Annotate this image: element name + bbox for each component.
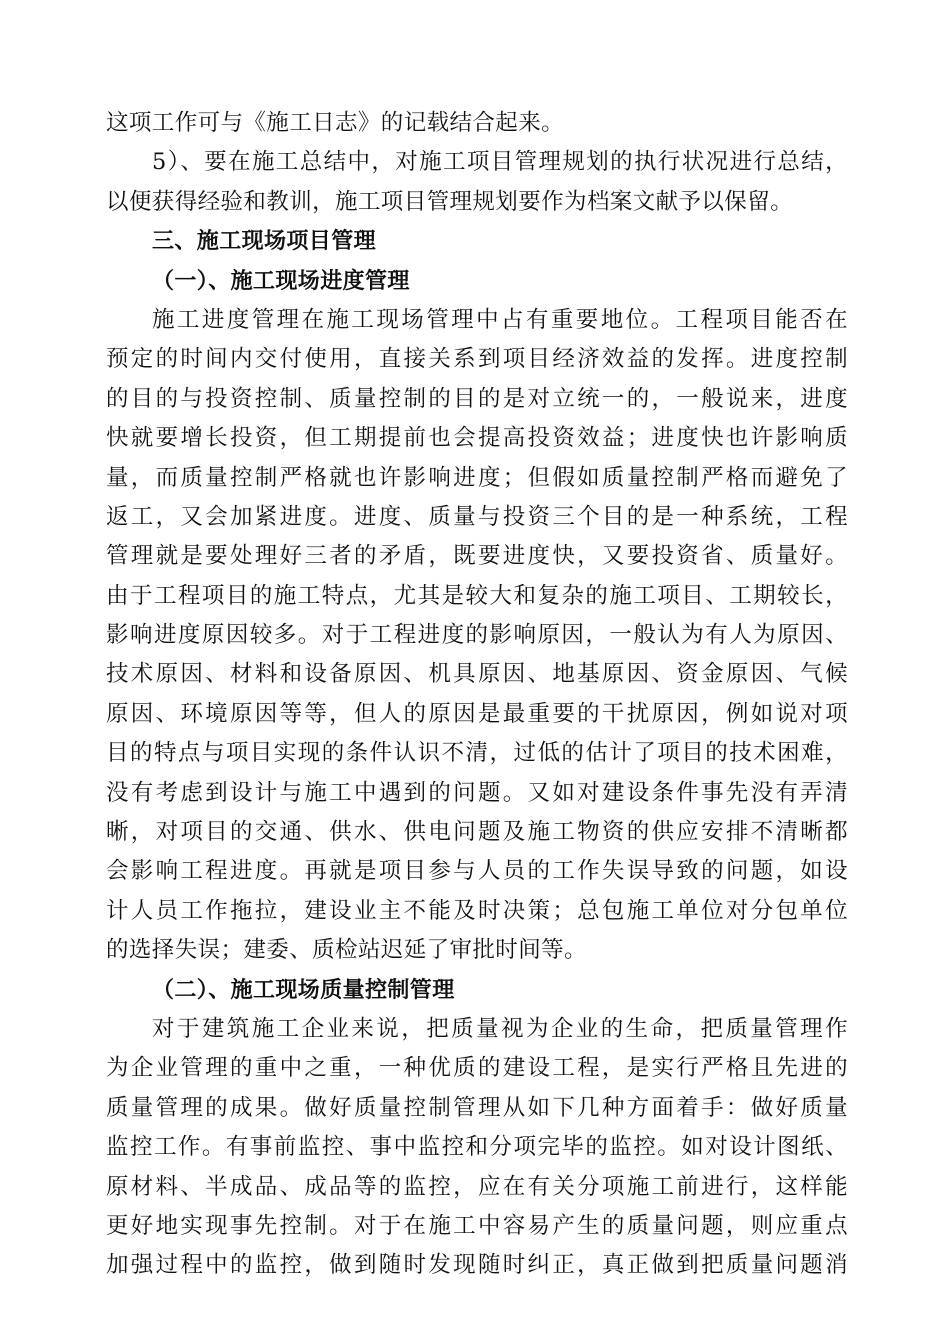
paragraph-line: 5）、要在施工总结中，对施工项目管理规划的执行状况进行总结， bbox=[152, 149, 848, 176]
subsection-heading: （二）、施工现场质量控制管理 bbox=[152, 977, 455, 1003]
paragraph-line: 质量管理的成果。做好质量控制管理从如下几种方面着手：做好质量 bbox=[106, 1094, 848, 1121]
paragraph-line: 返工，又会加紧进度。进度、质量与投资三个目的是一种系统，工程 bbox=[106, 503, 848, 530]
paragraph-line: 目的特点与项目实现的条件认识不清，过低的估计了项目的技术困难， bbox=[106, 740, 848, 767]
paragraph-line: 管理就是要处理好三者的矛盾，既要进度快，又要投资省、质量好。 bbox=[106, 543, 848, 570]
section-heading: 三、施工现场项目管理 bbox=[152, 229, 377, 255]
paragraph-line: 由于工程项目的施工特点，尤其是较大和复杂的施工项目、工期较长， bbox=[106, 582, 848, 609]
paragraph-line: 监控工作。有事前监控、事中监控和分项完毕的监控。如对设计图纸、 bbox=[106, 1134, 848, 1161]
paragraph-line: 更好地实现事先控制。对于在施工中容易产生的质量问题，则应重点 bbox=[106, 1212, 848, 1239]
paragraph-line: 的目的与投资控制、质量控制的目的是对立统一的，一般说来，进度 bbox=[106, 385, 848, 412]
paragraph-line: 技术原因、材料和设备原因、机具原因、地基原因、资金原因、气候 bbox=[106, 661, 848, 688]
subsection-heading: （一）、施工现场进度管理 bbox=[152, 268, 410, 294]
paragraph-line: 原材料、半成品、成品等的监控，应在有关分项施工前进行，这样能 bbox=[106, 1173, 848, 1200]
paragraph-line: 预定的时间内交付使用，直接关系到项目经济效益的发挥。进度控制 bbox=[106, 346, 848, 373]
paragraph-line: 为企业管理的重中之重，一种优质的建设工程，是实行严格且先进的 bbox=[106, 1055, 848, 1082]
paragraph-line: 计人员工作拖拉，建设业主不能及时决策；总包施工单位对分包单位 bbox=[106, 897, 848, 924]
paragraph-line: 对于建筑施工企业来说，把质量视为企业的生命，把质量管理作 bbox=[152, 1015, 848, 1042]
paragraph-line: 量，而质量控制严格就也许影响进度；但假如质量控制严格而避免了 bbox=[106, 464, 848, 491]
paragraph-line: 影响进度原因较多。对于工程进度的影响原因，一般认为有人为原因、 bbox=[106, 622, 848, 649]
paragraph-line: 加强过程中的监控，做到随时发现随时纠正，真正做到把质量问题消 bbox=[106, 1252, 848, 1279]
paragraph-line: 的选择失误；建委、质检站迟延了审批时间等。 bbox=[106, 937, 587, 964]
paragraph-line: 快就要增长投资，但工期提前也会提高投资效益；进度快也许影响质 bbox=[106, 425, 848, 452]
paragraph-line: 以便获得经验和教训，施工项目管理规划要作为档案文献予以保留。 bbox=[106, 188, 794, 215]
paragraph-line: 没有考虑到设计与施工中遇到的问题。又如对建设条件事先没有弄清 bbox=[106, 779, 848, 806]
document-body bbox=[106, 104, 848, 1286]
paragraph-line: 晰，对项目的交通、供水、供电问题及施工物资的供应安排不清晰都 bbox=[106, 819, 848, 846]
paragraph-line: 会影响工程进度。再就是项目参与人员的工作失误导致的问题，如设 bbox=[106, 858, 848, 885]
paragraph-line: 这项工作可与《施工日志》的记载结合起来。 bbox=[106, 110, 565, 136]
paragraph-line: 原因、环境原因等等，但人的原因是最重要的干扰原因，例如说对项 bbox=[106, 700, 848, 727]
paragraph-line: 施工进度管理在施工现场管理中占有重要地位。工程项目能否在 bbox=[152, 306, 848, 333]
